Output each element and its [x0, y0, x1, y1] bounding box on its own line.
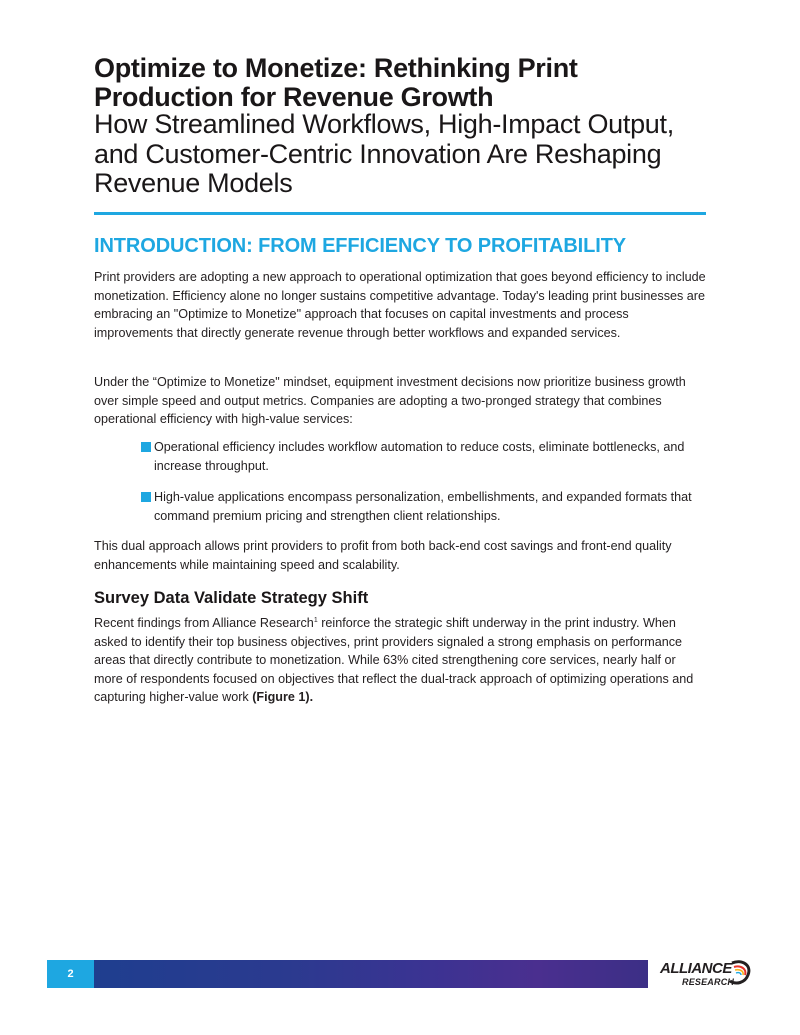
alliance-research-logo: [656, 957, 756, 991]
logo-main-text: ALLIANCE: [660, 960, 732, 977]
logo-sub-text: RESEARCH: [682, 977, 735, 987]
footer-gradient-bar: [94, 960, 648, 988]
bullet-text: Operational efficiency includes workflow automation to reduce costs, eliminate bottlenecks, and increase throughput.: [154, 440, 685, 473]
paragraph-mindset: Under the “Optimize to Monetize" mindset, equipment investment decisions now prioritize business growth over simple speed and output metrics. Companies are adopting a two-pronged strategy that combines operational efficiency with high-value services:: [94, 375, 686, 426]
section-heading: INTRODUCTION: FROM EFFICIENCY TO PROFITABILITY: [94, 235, 627, 257]
footnote-marker[interactable]: 1: [313, 616, 318, 624]
document-subtitle: How Streamlined Workflows, High-Impact Output, and Customer-Centric Innovation Are Reshaping Revenue Models: [94, 109, 674, 198]
paragraph-survey: [94, 614, 706, 707]
paragraph-survey-text-b: reinforce the strategic shift underway in the print industry. When asked to identify their top business objectives, print providers signaled a strong emphasis on performance areas that directly contribute to monetization. While 63% cited strengthening core services, nearly half or more of respondents focused on objectives that reflect the dual-track approach of optimizing operations and capturing higher-value work: [94, 616, 694, 704]
page-number: 2: [47, 960, 94, 988]
square-bullet-icon: [141, 492, 151, 502]
bullet-item: [141, 488, 707, 525]
logo-swoosh-icon: [726, 957, 754, 989]
paragraph-intro: Print providers are adopting a new approach to operational optimization that goes beyond efficiency to include monetization. Efficiency alone no longer sustains competitive advantage. Today's leading print businesses are embracing an "Optimize to Monetize" approach that focuses on capital investments and process improvements that directly generate revenue through better workflows and expanded services.: [94, 270, 706, 340]
paragraph-dual-approach: This dual approach allows print providers to profit from both back-end cost savings and front-end quality enhancements while maintaining speed and scalability.: [94, 539, 672, 572]
document-title: Optimize to Monetize: Rethinking Print Production for Revenue Growth: [94, 53, 578, 112]
bullet-item: [141, 438, 707, 475]
square-bullet-icon: [141, 442, 151, 452]
paragraph-survey-text-a: Recent findings from Alliance Research: [94, 616, 314, 630]
subheading-survey: Survey Data Validate Strategy Shift: [94, 589, 369, 607]
bullet-text: High-value applications encompass personalization, embellishments, and expanded formats that command premium pricing and strengthen client relationships.: [154, 490, 692, 523]
figure-reference[interactable]: (Figure 1).: [252, 690, 314, 704]
title-divider: [94, 212, 706, 215]
